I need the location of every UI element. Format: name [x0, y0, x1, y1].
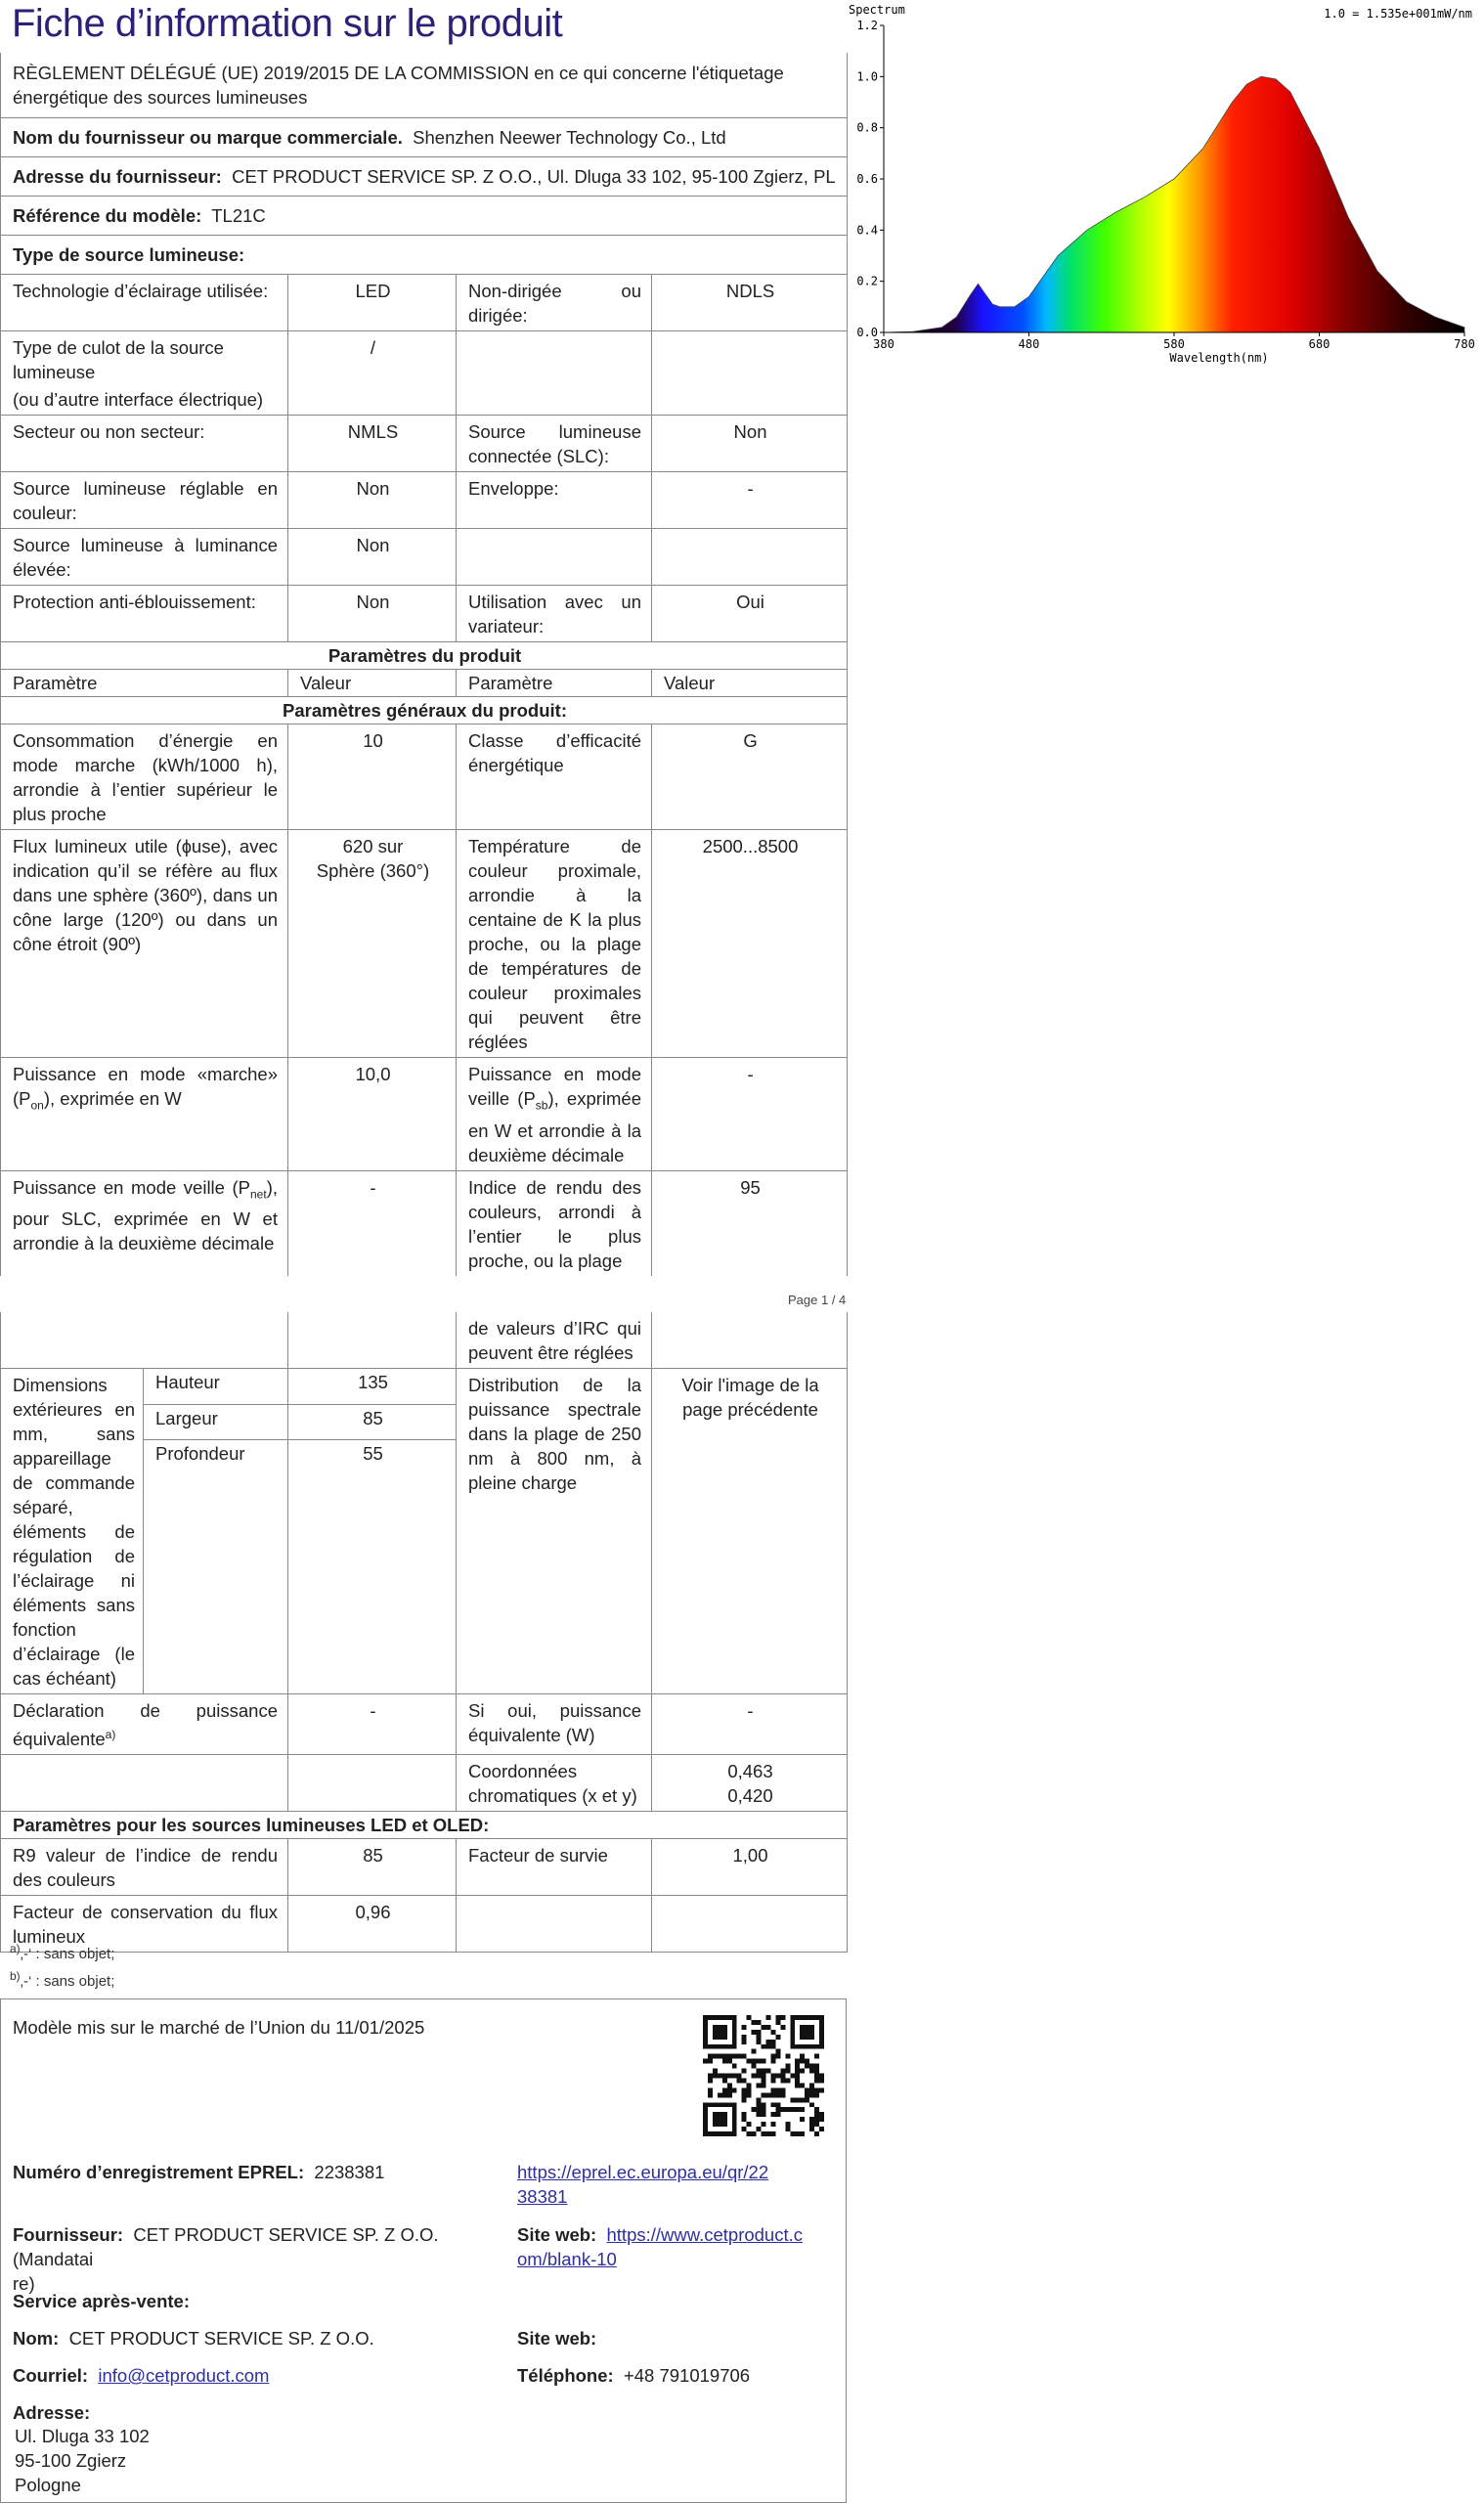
- envelope-value: -: [652, 472, 848, 529]
- col-value-1: Valeur: [288, 670, 457, 697]
- cct-label: Température de couleur proximale, arrondie à la centaine de K la plus proche, ou la plage de températures de couleur proximales qui peuvent être réglées: [457, 830, 652, 1058]
- table-row: [1, 725, 848, 830]
- regulation-text: RÈGLEMENT DÉLÉGUÉ (UE) 2019/2015 DE LA COMMISSION en ce qui concerne l'étiquetage énergétique des sources lumineuses: [1, 53, 848, 118]
- spd-value: Voir l'image de la page précédente: [652, 1369, 848, 1694]
- chroma-x: 0,463: [727, 1761, 773, 1782]
- courriel-link[interactable]: info@cetproduct.com: [98, 2365, 270, 2386]
- site-link-cont[interactable]: om/blank-10: [517, 2249, 617, 2269]
- y-tick-label: 0.0: [856, 326, 878, 339]
- height-label: Hauteur: [144, 1369, 288, 1405]
- slc-label: Source lumineuse connectée (SLC):: [457, 416, 652, 472]
- col-param-1: Paramètre: [1, 670, 288, 697]
- adresse-line: Pologne: [15, 2475, 81, 2495]
- class-value: G: [652, 725, 848, 830]
- equiv-w-label: Si oui, puissance équivalente (W): [457, 1694, 652, 1755]
- flux-label: Flux lumineux utile (ɸuse), avec indication qu’il se réfère au flux dans une sphère (360º), dans un cône large (120º) ou dans un cône étroit (90º): [1, 830, 288, 1058]
- general-heading: Paramètres généraux du produit:: [1, 697, 848, 725]
- table-row: [1, 331, 848, 416]
- chroma-y: 0,420: [727, 1785, 773, 1807]
- r9-value: 85: [288, 1839, 457, 1896]
- energy-label: Consommation d’énergie en mode marche (kWh/1000 h), arrondie à l’entier supérieur le plus proche: [1, 725, 288, 830]
- model-value: TL21C: [211, 205, 266, 226]
- market-date: Modèle mis sur le marché de l’Union du 11/01/2025: [13, 2017, 425, 2038]
- flux-value: 620 sur: [342, 836, 404, 856]
- chart-title: Spectrum: [849, 3, 905, 17]
- chart-annotation: 1.0 = 1.535e+001mW/nm: [1324, 7, 1472, 21]
- supplier-value: Shenzhen Neewer Technology Co., Ltd: [413, 127, 726, 148]
- equiv-value: -: [288, 1694, 457, 1755]
- flux-value-unit: Sphère (360°): [316, 860, 430, 881]
- cri-label: Indice de rendu des couleurs, arrondi à l’entier le plus proche, ou la plage: [457, 1170, 652, 1276]
- width-value: 85: [288, 1404, 457, 1440]
- tech-value: LED: [288, 275, 457, 331]
- table-row: [1, 1839, 848, 1896]
- supplier-label: Nom du fournisseur ou marque commerciale.: [13, 127, 403, 148]
- table-row: [1, 1058, 848, 1171]
- address-value: CET PRODUCT SERVICE SP. Z O.O., Ul. Dluga 33 102, 95-100 Zgierz, PL: [232, 166, 836, 187]
- dimmer-value: Oui: [652, 586, 848, 642]
- high-luminance-label: Source lumineuse à luminance élevée:: [1, 529, 288, 586]
- adresse-line: Ul. Dluga 33 102: [15, 2426, 150, 2446]
- cap-label-note: (ou d’autre interface électrique): [13, 389, 264, 410]
- equiv-sup: a): [105, 1728, 116, 1741]
- chroma-label: Coordonnées chromatiques (x et y): [457, 1755, 652, 1812]
- spd-label: Distribution de la puissance spectrale dans la plage de 250 nm à 800 nm, à pleine charge: [457, 1369, 652, 1694]
- y-tick-label: 1.2: [856, 19, 878, 32]
- dir-label: Non-dirigée ou dirigée:: [457, 275, 652, 331]
- qr-code-icon[interactable]: [703, 2015, 824, 2136]
- table-row: [1, 830, 848, 1058]
- mains-label: Secteur ou non secteur:: [1, 416, 288, 472]
- table-row: [1, 1755, 848, 1812]
- model-row: [1, 197, 848, 236]
- page-title: Fiche d’information sur le produit: [12, 2, 563, 45]
- footnote-a: $^{a)}$‚-‘ : sans objet;: [10, 1942, 115, 1962]
- adresse-label: Adresse:: [13, 2402, 91, 2423]
- equiv-label: Déclaration de puissance équivalente: [13, 1700, 278, 1750]
- energy-value: 10: [288, 725, 457, 830]
- col-param-2: Paramètre: [457, 670, 652, 697]
- pon-sub: on: [30, 1098, 44, 1113]
- x-tick-label: 680: [1308, 337, 1331, 351]
- adresse-lines: [15, 2424, 150, 2497]
- equiv-w-value: -: [652, 1694, 848, 1755]
- y-tick-label: 0.2: [856, 274, 878, 288]
- high-luminance-value: Non: [288, 529, 457, 586]
- lumen-maint-label: Facteur de conservation du flux lumineux: [1, 1896, 288, 1953]
- contact-box: [0, 1998, 847, 2503]
- psb-value: -: [652, 1058, 848, 1171]
- y-tick-label: 0.8: [856, 120, 878, 135]
- envelope-label: Enveloppe:: [457, 472, 652, 529]
- address-label: Adresse du fournisseur:: [13, 166, 222, 187]
- y-tick-label: 1.0: [856, 69, 878, 84]
- column-header-row: [1, 670, 848, 697]
- pnet-value: -: [288, 1170, 457, 1276]
- survival-label: Facteur de survie: [457, 1839, 652, 1896]
- cri-value: 95: [652, 1170, 848, 1276]
- tel-value: +48 791019706: [623, 2365, 751, 2386]
- class-label: Classe d’efficacité énergétique: [457, 725, 652, 830]
- table-row: [1, 472, 848, 529]
- spectrum-area: [884, 76, 1464, 332]
- params-heading-row: [1, 642, 848, 670]
- table-row: [1, 1369, 848, 1405]
- site-link[interactable]: https://www.cetproduct.c: [606, 2224, 804, 2245]
- slc-value: Non: [652, 416, 848, 472]
- pon-value: 10,0: [288, 1058, 457, 1171]
- depth-label: Profondeur: [144, 1440, 288, 1694]
- table-row: [1, 1312, 848, 1369]
- source-type-heading-row: [1, 236, 848, 275]
- pon-label: Puissance en mode «marche» (P: [13, 1064, 278, 1109]
- cct-value: 2500...8500: [652, 830, 848, 1058]
- nom-value: CET PRODUCT SERVICE SP. Z O.O.: [68, 2328, 374, 2349]
- fournisseur-label: Fournisseur:: [13, 2224, 124, 2245]
- table-row: [1, 275, 848, 331]
- table-row: [1, 1170, 848, 1276]
- anti-glare-value: Non: [288, 586, 457, 642]
- y-tick-label: 0.4: [856, 223, 878, 238]
- x-tick-label: 480: [1018, 337, 1040, 351]
- product-table-page1: [0, 53, 848, 1276]
- cap-value: /: [288, 331, 457, 416]
- regulation-row: [1, 53, 848, 118]
- pnet-sub: net: [250, 1187, 267, 1202]
- table-row: [1, 1896, 848, 1953]
- lumen-maint-value: 0,96: [288, 1896, 457, 1953]
- anti-glare-label: Protection anti-éblouissement:: [1, 586, 288, 642]
- colour-label: Source lumineuse réglable en couleur:: [1, 472, 288, 529]
- eprel-link[interactable]: https://eprel.ec.europa.eu/qr/22 38381: [517, 2162, 769, 2207]
- col-value-2: Valeur: [652, 670, 848, 697]
- psb-label: Puissance en mode veille (P: [468, 1064, 641, 1109]
- r9-label: R9 valeur de l’indice de rendu des couleurs: [1, 1839, 288, 1896]
- site-label: Site web:: [517, 2224, 597, 2245]
- y-tick-label: 0.6: [856, 172, 878, 186]
- survival-value: 1,00: [652, 1839, 848, 1896]
- page-number: Page 1 / 4: [788, 1293, 847, 1307]
- dir-value: NDLS: [652, 275, 848, 331]
- service-heading: Service après-vente:: [13, 2291, 190, 2311]
- pnet-label: Puissance en mode veille (P: [13, 1176, 250, 1198]
- fournisseur-value-cont: re): [13, 2273, 35, 2294]
- x-tick-label: 780: [1454, 337, 1475, 351]
- width-label: Largeur: [144, 1404, 288, 1440]
- x-tick-label: 580: [1163, 337, 1185, 351]
- led-heading-row: [1, 1812, 848, 1839]
- general-heading-row: [1, 697, 848, 725]
- psb-label-end: ), exprimée en W et arrondie à la deuxième décimale: [468, 1088, 641, 1165]
- table-row: [1, 586, 848, 642]
- table-row: [1, 1694, 848, 1755]
- x-tick-label: 380: [873, 337, 895, 351]
- eprel-value: 2238381: [314, 2162, 385, 2182]
- source-type-heading: Type de source lumineuse:: [1, 236, 848, 275]
- dims-label: Dimensions extérieures en mm, sans appareillage de commande séparé, éléments de régulation de l’éclairage ni éléments sans fonction d’éclairage (le cas échéant): [1, 1369, 144, 1694]
- product-table-page2: [0, 1312, 848, 1953]
- address-row: [1, 157, 848, 197]
- cap-label: Type de culot de la source lumineuse: [13, 337, 224, 382]
- pon-label-end: ), exprimée en W: [43, 1088, 182, 1109]
- nom-label: Nom:: [13, 2328, 60, 2349]
- tech-label: Technologie d’éclairage utilisée:: [1, 275, 288, 331]
- depth-value: 55: [288, 1440, 457, 1694]
- table-row: [1, 529, 848, 586]
- courriel-label: Courriel:: [13, 2365, 89, 2386]
- fournisseur-value: CET PRODUCT SERVICE SP. Z O.O. (Mandatai: [13, 2224, 439, 2269]
- site2-label: Site web:: [517, 2328, 597, 2349]
- led-heading: Paramètres pour les sources lumineuses LED et OLED:: [1, 1812, 848, 1839]
- adresse-line: 95-100 Zgierz: [15, 2450, 127, 2471]
- height-value: 135: [288, 1369, 457, 1405]
- table-row: [1, 416, 848, 472]
- psb-sub: sb: [535, 1098, 548, 1113]
- cri-label-cont: de valeurs d’IRC qui peuvent être réglées: [457, 1312, 652, 1369]
- params-heading: Paramètres du produit: [1, 642, 848, 670]
- supplier-row: [1, 118, 848, 157]
- x-axis-label: Wavelength(nm): [1169, 351, 1269, 365]
- colour-value: Non: [288, 472, 457, 529]
- pnet-label-end: ), pour SLC, exprimée en W et arrondie à la deuxième décimale: [13, 1176, 278, 1254]
- model-label: Référence du modèle:: [13, 205, 202, 226]
- footnote-b: $^{b)}$‚-‘ : sans objet;: [10, 1969, 115, 1990]
- spectrum-chart: [847, 0, 1484, 372]
- dimmer-label: Utilisation avec un variateur:: [457, 586, 652, 642]
- eprel-label: Numéro d’enregistrement EPREL:: [13, 2162, 305, 2182]
- tel-label: Téléphone:: [517, 2365, 614, 2386]
- mains-value: NMLS: [288, 416, 457, 472]
